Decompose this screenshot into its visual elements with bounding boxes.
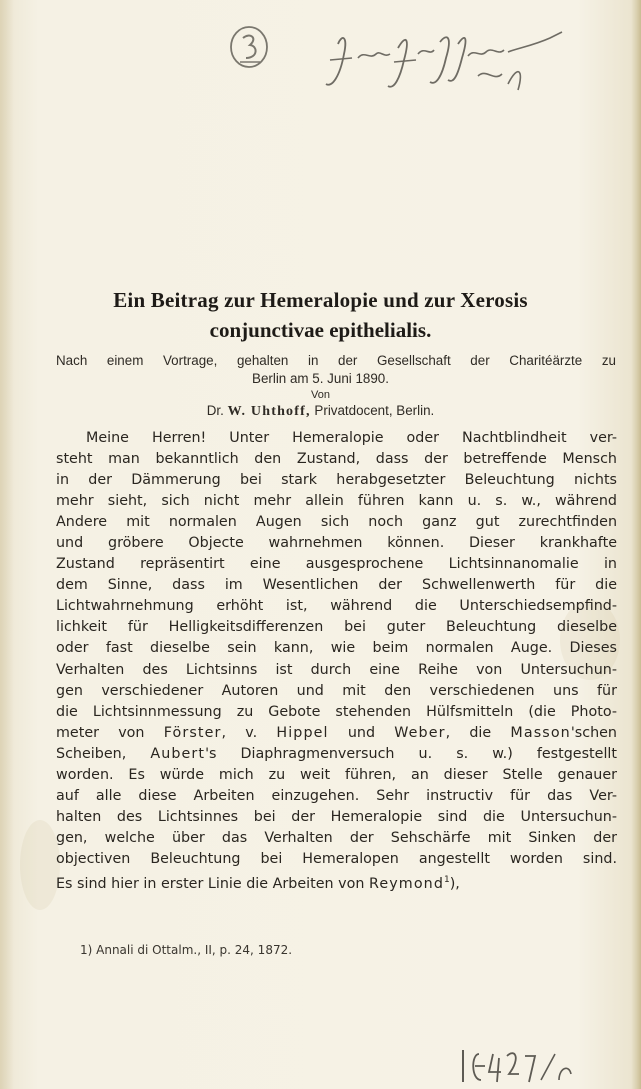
footnote-ref: 1	[444, 874, 450, 885]
person-name: Weber	[394, 724, 446, 741]
text-line: gen verschiedener Autoren und mit den verschiedenen uns für	[56, 682, 617, 699]
author-line	[0, 403, 641, 420]
handwritten-signature-icon	[318, 24, 574, 106]
text-run: , v.	[221, 724, 277, 741]
text-run: meter von	[56, 724, 164, 741]
lecture-note: Nach einem Vortrage, gehalten in der Gesellschaft der Charitéärzte zu	[56, 353, 616, 368]
text-line: Meine Herren! Unter Hemeralopie oder Nachtblindheit ver-	[86, 430, 617, 446]
article-title-line-1: Ein Beitrag zur Hemeralopie und zur Xerosis	[113, 288, 528, 312]
text-line: Zustand repräsentirt eine ausgesprochene Lichtsinnanomalie in	[56, 556, 617, 573]
text-line: oder fast dieselbe sein kann, wie beim normalen Auge. Dieses	[56, 640, 617, 657]
text-line: mehr sieht, sich nicht mehr allein führen kann u. s. w., während	[56, 493, 617, 510]
text-line: steht man bekanntlich den Zustand, dass der betreffende Mensch	[56, 451, 617, 468]
person-name: Masson	[510, 724, 571, 741]
author-affiliation: Privatdocent, Berlin.	[314, 403, 435, 418]
paper-stain	[20, 820, 60, 910]
footnote: 1) Annali di Ottalm., II, p. 24, 1872.	[80, 943, 293, 957]
body-paragraph	[56, 428, 617, 891]
text-line: worden. Es würde mich zu weit führen, an dieser Stelle genauer	[56, 766, 617, 783]
text-line	[56, 870, 617, 891]
place-date: Berlin am 5. Juni 1890.	[252, 371, 389, 386]
text-line: gen, welche über das Verhalten der Sehschärfe mit Sinken der	[56, 829, 617, 846]
text-line: in der Dämmerung bei stark herabgesetzter Beleuchtung nichts	[56, 472, 617, 489]
text-line: und gröbere Objecte wahrnehmen können. Dieser krankhafte	[56, 535, 617, 552]
text-line: halten des Lichtsinnes bei der Hemeralopie sind die Untersuchun-	[56, 808, 617, 825]
person-name: Hippel	[276, 724, 329, 741]
text-line: lichkeit für Helligkeitsdifferenzen bei guter Beleuchtung dieselbe	[56, 619, 617, 636]
text-run: 'schen	[570, 724, 617, 741]
text-line: objectiven Beleuchtung bei Hemeralopen angestellt worden sind.	[56, 850, 617, 867]
person-name: Aubert	[150, 745, 206, 762]
byline-von: Von	[311, 389, 330, 401]
page-left-shadow	[0, 0, 14, 1089]
text-run: ),	[449, 875, 460, 892]
text-run: , die	[445, 724, 511, 741]
text-line: Andere mit normalen Augen sich noch ganz gut zurechtfinden	[56, 514, 617, 531]
text-run: und	[328, 724, 395, 741]
text-line	[56, 744, 617, 765]
person-name: Reymond	[368, 875, 444, 892]
text-line: Verhalten des Lichtsinns ist durch eine Reihe von Untersuchun-	[56, 661, 617, 678]
text-run: 's Diaphragmenversuch u. s. w.) festgestellt	[205, 745, 617, 762]
text-line: auf alle diese Arbeiten einzugehen. Sehr instructiv für das Ver-	[56, 787, 617, 804]
text-line	[56, 723, 617, 744]
text-run: Scheiben,	[56, 745, 151, 762]
handwritten-shelfmark-icon	[455, 1040, 575, 1086]
library-stamp-icon	[228, 24, 270, 70]
text-line: die Lichtsinnmessung zu Gebote stehenden Hülfsmitteln (die Photo-	[56, 703, 617, 720]
author-prefix: Dr.	[206, 403, 224, 418]
text-run: Es sind hier in erster Linie die Arbeiten von	[56, 875, 369, 892]
person-name: Förster	[163, 724, 222, 741]
page-right-edge	[631, 0, 641, 1089]
text-line: Lichtwahrnehmung erhöht ist, während die Unterschiedsempfind-	[56, 598, 617, 615]
article-title-line-2: conjunctivae epithelialis.	[209, 318, 432, 342]
text-line: dem Sinne, dass im Wesentlichen der Schwellenwerth für die	[56, 577, 617, 594]
author-name: W. Uhthoff,	[227, 404, 311, 419]
